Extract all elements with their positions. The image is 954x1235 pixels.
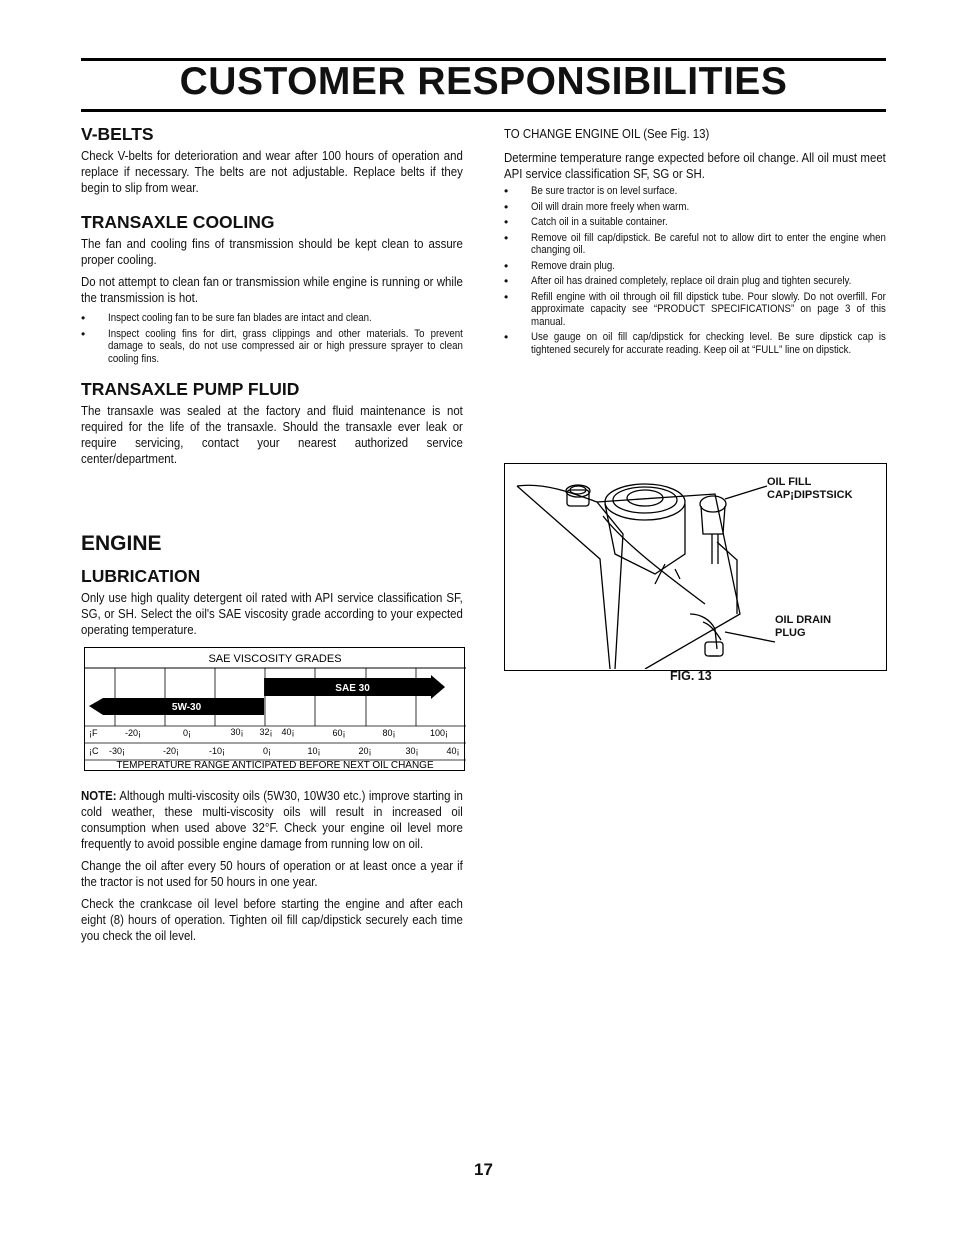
engine-heading: ENGINE — [81, 532, 162, 555]
oil-fill-label-line-1: OIL FILL — [767, 476, 812, 488]
chart-footer: TEMPERATURE RANGE ANTICIPATED BEFORE NEXT OIL CHANGE — [116, 760, 434, 771]
celsius-tick: 10¡ — [307, 746, 321, 756]
note-paragraph — [81, 788, 463, 852]
chart-title: SAE VISCOSITY GRADES — [208, 653, 342, 665]
title-underline — [81, 109, 886, 112]
transaxle-pump-fluid-body: The transaxle was sealed at the factory and fluid maintenance is not required for the life of the transaxle. Should the transaxle ever leak or require servicing, contact your nearest authorized service center/department. — [81, 403, 463, 466]
celsius-tick: 0¡ — [262, 746, 272, 756]
left-column — [81, 124, 463, 473]
list-item: • Be sure tractor is on level surface. — [504, 185, 886, 198]
lubrication-body: Only use high quality detergent oil rated with API service classification SF, SG, or SH. Select the oil's SAE viscosity grade according to your expected operating temperature. — [81, 590, 463, 637]
viscosity-chart-svg — [85, 648, 466, 772]
list-item: • Remove drain plug. — [504, 260, 886, 273]
fahrenheit-tick: 40¡ — [281, 727, 295, 737]
grade-label-5w30: 5W-30 — [171, 702, 202, 713]
note-body: Although multi-viscosity oils (5W30, 10W30 etc.) improve starting in cold weather, these multi-viscosity oils will result in increased oil consumption when used above 32°F. Check your engine oil level more frequently to avoid possible engine damage from running low on oil. — [81, 788, 463, 851]
oil-drain-label-line-2: PLUG — [775, 627, 806, 639]
oil-fill-label — [767, 476, 853, 502]
figure-caption: FIG. 13 — [670, 669, 712, 683]
oil-change-interval: Change the oil after every 50 hours of operation or at least once a year if the tractor is not used for 50 hours in one year. — [81, 858, 463, 889]
oil-drain-label — [775, 614, 831, 640]
fahrenheit-tick: 0¡ — [182, 728, 192, 738]
fahrenheit-tick: 80¡ — [382, 728, 396, 738]
vbelts-body: Check V-belts for deterioration and wear after 100 hours of operation and replace if necessary. The belts are not adjustable. Replace belts if they begin to slip from wear. — [81, 148, 463, 195]
celsius-tick: 40¡ — [446, 746, 460, 756]
transaxle-cooling-list — [81, 312, 463, 365]
transaxle-pump-fluid-heading: TRANSAXLE PUMP FLUID — [81, 379, 300, 399]
celsius-tick: -10¡ — [208, 746, 226, 756]
page-title: CUSTOMER RESPONSIBILITIES — [179, 60, 788, 103]
oil-change-list — [504, 185, 886, 356]
list-item: • After oil has drained completely, replace oil drain plug and tighten securely. — [504, 275, 886, 288]
celsius-tick: -30¡ — [108, 746, 126, 756]
vbelts-heading: V-BELTS — [81, 124, 154, 144]
list-item: • Catch oil in a suitable container. — [504, 216, 886, 229]
engine-section — [81, 532, 463, 644]
grade-label-sae30: SAE 30 — [335, 683, 370, 694]
right-column — [504, 126, 886, 366]
list-item: • Inspect cooling fan to be sure fan blades are intact and clean. — [81, 312, 463, 325]
note-label: NOTE: — [81, 788, 117, 803]
page-number: 17 — [474, 1160, 493, 1179]
fahrenheit-tick: 60¡ — [332, 728, 346, 738]
list-item: • Oil will drain more freely when warm. — [504, 201, 886, 214]
oil-change-intro: Determine temperature range expected before oil change. All oil must meet API service classification SF, SG or SH. — [504, 150, 886, 181]
list-item: • Use gauge on oil fill cap/dipstick for checking level. Be sure dipstick cap is tightened securely for accurate reading. Keep oil at “FULL” line on dipstick. — [504, 331, 886, 356]
oil-check-interval: Check the crankcase oil level before starting the engine and after each eight (8) hours of operation. Tighten oil fill cap/dipstick securely each time you check the oil level. — [81, 896, 463, 943]
fahrenheit-tick: 30¡ — [230, 727, 244, 737]
oil-drain-label-line-1: OIL DRAIN — [775, 614, 832, 626]
list-item: • Inspect cooling fins for dirt, grass clippings and other materials. To prevent damage to seals, do not use compressed air or high pressure sprayer to clean cooling fins. — [81, 328, 463, 366]
transaxle-cooling-body-2: Do not attempt to clean fan or transmission while engine is running or while the transmission is hot. — [81, 274, 463, 305]
fahrenheit-tick: 100¡ — [429, 728, 449, 738]
celsius-tick: 30¡ — [405, 746, 419, 756]
celsius-unit: ¡C — [89, 746, 99, 756]
fahrenheit-tick: -20¡ — [124, 728, 142, 738]
celsius-tick: -20¡ — [162, 746, 180, 756]
engine-notes — [81, 788, 463, 950]
transaxle-cooling-heading: TRANSAXLE COOLING — [81, 212, 275, 232]
lubrication-heading: LUBRICATION — [81, 566, 201, 586]
transaxle-cooling-body-1: The fan and cooling fins of transmission should be kept clean to assure proper cooling. — [81, 236, 463, 267]
oil-fill-label-line-2: CAP¡DIPSTSICK — [767, 489, 853, 501]
fahrenheit-tick: 32¡ — [259, 727, 273, 737]
list-item: • Refill engine with oil through oil fill dipstick tube. Pour slowly. Do not overfill. For approximate capacity see “PRODUCT SPECIFICATIONS” on page 3 of this manual. — [504, 291, 886, 329]
list-item: • Remove oil fill cap/dipstick. Be careful not to allow dirt to enter the engine when changing oil. — [504, 232, 886, 257]
oil-change-heading: TO CHANGE ENGINE OIL (See Fig. 13) — [504, 126, 710, 141]
celsius-tick: 20¡ — [358, 746, 372, 756]
fahrenheit-unit: ¡F — [89, 728, 98, 738]
engine-oil-figure — [504, 463, 887, 671]
viscosity-chart — [84, 647, 465, 771]
